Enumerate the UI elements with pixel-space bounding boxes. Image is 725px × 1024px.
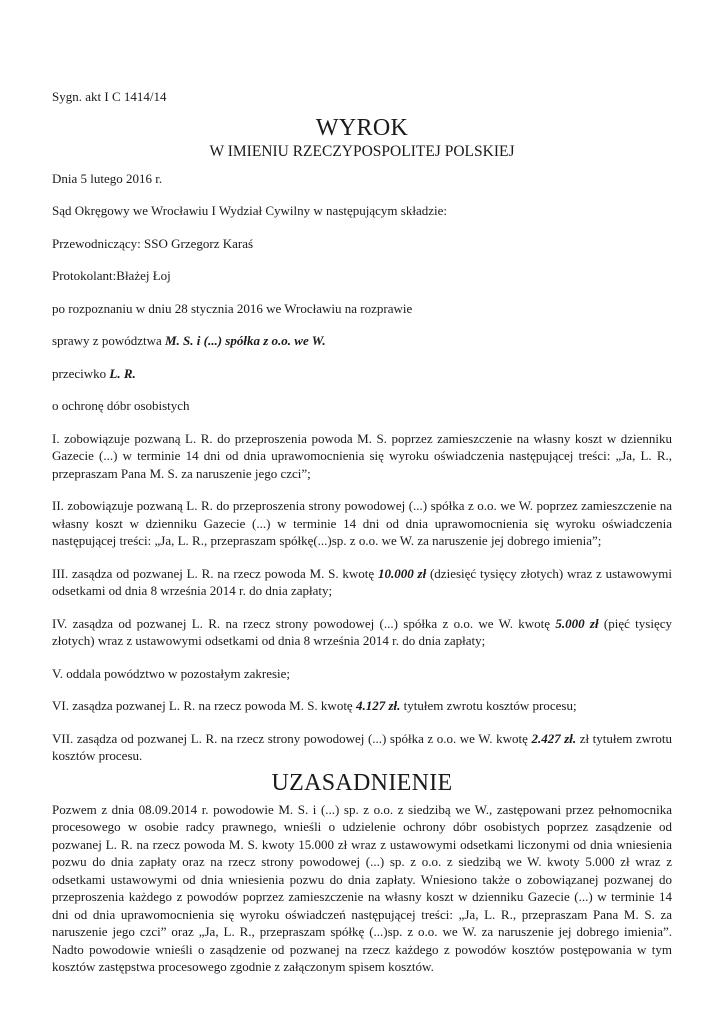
document-page [52,88,672,976]
document-title: WYROK [315,114,409,141]
document-subtitle: W IMIENIU RZECZYPOSPOLITEJ POLSKIEJ [209,142,515,160]
case-number: Sygn. akt I C 1414/14 [52,89,167,104]
case-prefix: sprawy z powództwa [52,333,165,348]
verdict-point-1: I. zobowiązuje pozwaną L. R. do przeproszenia powoda M. S. poprzez zamieszczenie na własny koszt w dzienniku Gazecie (...) w terminie 14 dni od dnia uprawomocnienia się wyroku oświadczenia następującej treści: „Ja, L. R., przepraszam Pana M. S. za naruszenie jego czci”; [52,430,672,481]
verdict-point-6 [52,697,672,715]
point-3-text: III. zasądza od pozwanej L. R. na rzecz powoda M. S. kwotę [52,565,378,581]
defendant-name: L. R. [109,365,136,381]
hearing-info: po rozpoznaniu w dniu 28 stycznia 2016 we Wrocławiu na rozprawie [52,300,413,316]
point-7-text: VII. zasądza od pozwanej L. R. na rzecz strony powodowej (...) spółka z o.o. we W. kwotę [52,730,532,746]
point-3-amount: 10.000 zł [377,565,427,581]
verdict-point-2: II. zobowiązuje pozwaną L. R. do przeproszenia strony powodowej (...) spółka z o.o. we W. poprzez zamieszczenie na własny koszt w dzienniku Gazecie (...) w terminie 14 dni od dnia uprawomocnienia się wyroku oświadczenia następującej treści: „Ja, L. R., przepraszam spółkę(...)sp. z o.o. we W. za naruszenie jej dobrego imienia”; [52,498,672,548]
point-4-text: IV. zasądza od pozwanej L. R. na rzecz strony powodowej (...) spółka z o.o. we W. kwotę [52,615,556,631]
plaintiff-name: M. S. i (...) spółka z o.o. we W. [165,333,326,348]
point-7-amount: 2.427 zł. [531,730,577,746]
defendant-line [52,365,672,383]
court-name: Sąd Okręgowy we Wrocławiu I Wydział Cywilny w następującym składzie: [52,203,447,218]
point-6-amount: 4.127 zł. [355,698,401,713]
point-6-text: VI. zasądza pozwanej L. R. na rzecz powoda M. S. kwotę [52,698,356,713]
verdict-point-5: V. oddala powództwo w pozostałym zakresie; [52,665,291,681]
point-7-text-end: zł tytułem zwrotu kosztów procesu. [52,730,673,763]
point-3-text-end: (dziesięć tysięcy złotych) wraz z ustawowymi odsetkami od dnia 8 września 2014 r. do dnia zapłaty; [52,565,673,598]
justification-text: Pozwem z dnia 08.09.2014 r. powodowie M. S. i (...) sp. z o.o. z siedzibą we W., zastępowani przez pełnomocnika procesowego w osobie radcy prawnego, wnieśli o udzielenie ochrony dóbr osobistych poprzez zasądzenie od pozwanej L. R. na rzecz powoda M. S. kwoty 15.000 zł wraz z ustawowymi odsetkami liczonymi od dnia wniesienia pozwu do dnia zapłaty oraz na rzecz strony powodowej (...) sp. z o.o. z siedzibą we W. kwoty 5.000 zł wraz z odsetkami ustawowymi od dnia wniesienia pozwu do dnia zapłaty. Wniesiono także o zobowiązanej pozwanej do przeproszenia każdego z powodów poprzez zamieszczenie na własny koszt w dzienniku Gazecie (...) w terminie 14 dni od dnia uprawomocnienia się wyroku oświadczeń następującej treści: „Ja, L. R., przepraszam Pana M. S. za naruszenie jego czci” oraz „Ja, L. R., przepraszam spółkę (...)sp. z o.o. we W. za naruszenie jej dobrego imienia”. Nadto powodowie wnieśli o zasądzenie od pozwanej na rzecz każdego z powodów kosztów postępowania w tym kosztów zastępstwa procesowego zgodnie z załączonym spisem kosztów. [52,801,672,974]
point-4-text-end: (pięć tysięcy złotych) wraz z ustawowymi odsetkami od dnia 8 września 2014 r. do dnia zapłaty; [52,615,672,648]
verdict-point-7 [52,730,672,765]
point-6-text-end: tytułem zwrotu kosztów procesu; [400,698,577,713]
judgment-date: Dnia 5 lutego 2016 r. [52,170,163,186]
justification-heading: UZASADNIENIE [271,769,453,796]
case-parties [52,332,672,350]
chairman: Przewodniczący: SSO Grzegorz Karaś [52,235,254,251]
verdict-point-3 [52,565,672,600]
point-4-amount: 5.000 zł [555,615,599,631]
against-prefix: przeciwko [52,365,110,381]
verdict-point-4 [52,615,672,650]
case-subject: o ochronę dóbr osobistych [52,398,190,413]
clerk: Protokolant:Błażej Łoj [52,268,171,283]
